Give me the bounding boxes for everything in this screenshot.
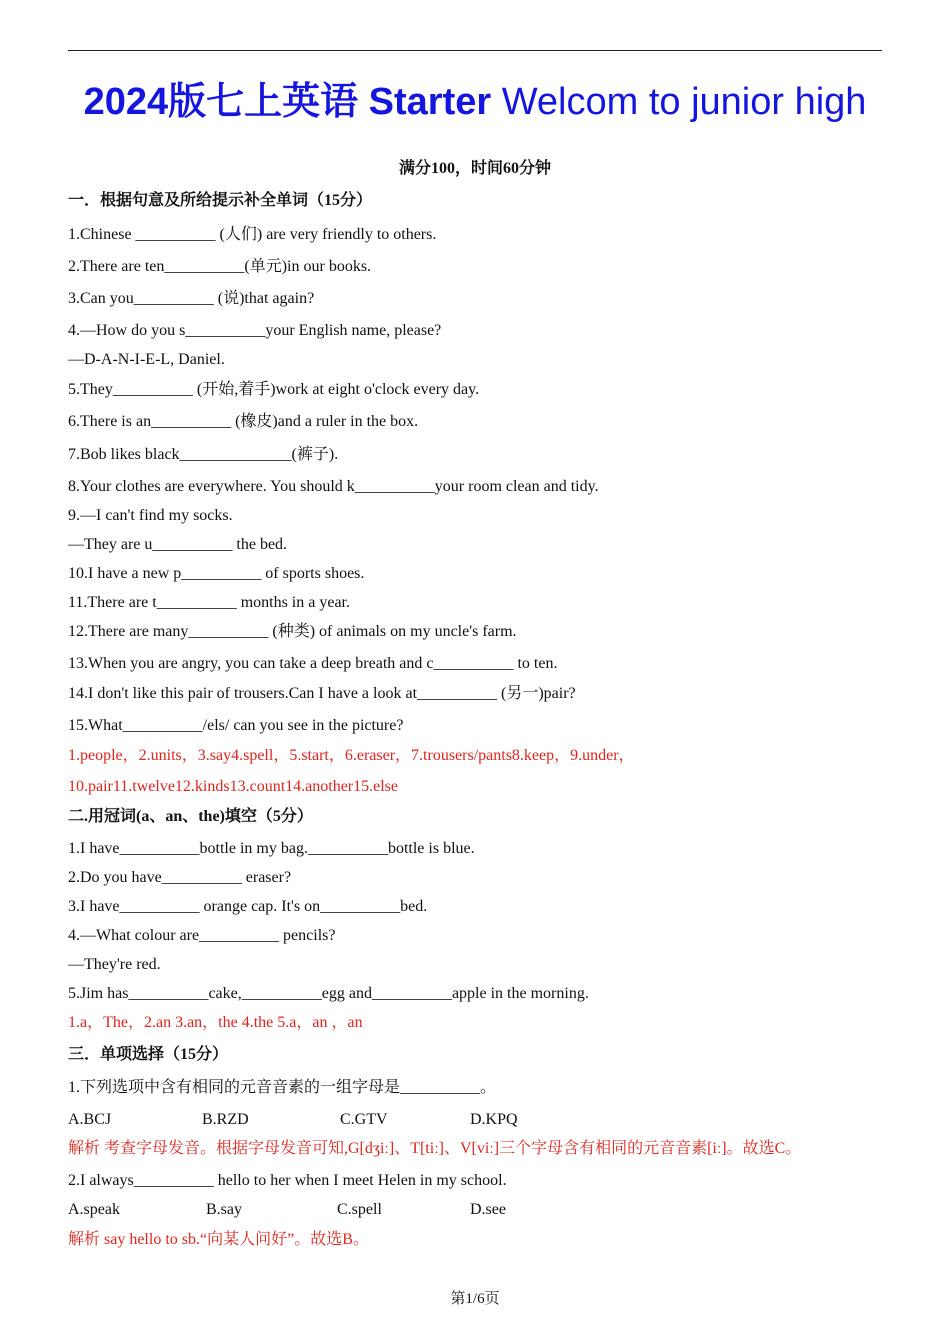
question-1-10: 10.I have a new p__________ of sports shoes. bbox=[68, 565, 365, 582]
question-3-1-explanation: 解析 考查字母发音。根据字母发音可知,G[dʒiː]、T[tiː]、V[viː]三个字母含有相同的元音音素[iː]。故选C。 bbox=[68, 1140, 802, 1157]
section-1-answers-line-2: 10.pair11.twelve12.kinds13.count14.another15.else bbox=[68, 778, 398, 795]
title-rest: Welcom to junior high bbox=[501, 81, 867, 123]
question-1-4-answer-line: —D-A-N-I-E-L, Daniel. bbox=[68, 351, 225, 368]
question-3-1: 1.下列选项中含有相同的元音音素的一组字母是__________。 bbox=[68, 1079, 497, 1096]
question-1-14: 14.I don't like this pair of trousers.Can I have a look at__________ (另一)pair? bbox=[68, 685, 576, 702]
page-title bbox=[0, 78, 950, 126]
section-1-answers-line-1: 1.people，2.units，3.say4.spell，5.start，6.eraser，7.trousers/pants8.keep，9.under， bbox=[68, 747, 635, 764]
question-3-2-option-c: C.spell bbox=[337, 1201, 382, 1218]
section-2-heading: 二.用冠词(a、an、the)填空（5分） bbox=[68, 808, 313, 825]
score-time-note: 满分100，时间60分钟 bbox=[398, 160, 551, 177]
question-3-2-option-d: D.see bbox=[470, 1201, 506, 1218]
question-1-13: 13.When you are angry, you can take a deep breath and c__________ to ten. bbox=[68, 655, 558, 672]
question-1-8: 8.Your clothes are everywhere. You should k__________your room clean and tidy. bbox=[68, 478, 599, 495]
question-3-1-option-c: C.GTV bbox=[340, 1111, 388, 1128]
question-1-4: 4.—How do you s__________your English name, please? bbox=[68, 322, 442, 339]
question-2-1: 1.I have__________bottle in my bag.__________bottle is blue. bbox=[68, 840, 475, 857]
section-2-answers: 1.a，The，2.an 3.an，the 4.the 5.a，an ，an bbox=[68, 1014, 363, 1031]
question-2-4-answer-line: —They're red. bbox=[68, 956, 161, 973]
question-1-9-answer-line: —They are u__________ the bed. bbox=[68, 536, 288, 553]
question-3-1-option-d: D.KPQ bbox=[470, 1111, 518, 1128]
question-3-2-explanation: 解析 say hello to sb.“向某人问好”。故选B。 bbox=[68, 1231, 369, 1248]
question-1-3: 3.Can you__________ (说)that again? bbox=[68, 290, 315, 307]
question-2-5: 5.Jim has__________cake,__________egg and__________apple in the morning. bbox=[68, 985, 589, 1002]
question-3-2: 2.I always__________ hello to her when I meet Helen in my school. bbox=[68, 1172, 507, 1189]
question-2-2: 2.Do you have__________ eraser? bbox=[68, 869, 292, 886]
question-1-12: 12.There are many__________ (种类) of animals on my uncle's farm. bbox=[68, 623, 517, 640]
question-3-2-option-b: B.say bbox=[206, 1201, 242, 1218]
page-number: 第1/6页 bbox=[450, 1291, 500, 1307]
top-rule bbox=[68, 50, 882, 51]
question-1-7: 7.Bob likes black______________(裤子). bbox=[68, 446, 339, 463]
question-1-1: 1.Chinese __________ (人们) are very friendly to others. bbox=[68, 226, 437, 243]
question-3-2-option-a: A.speak bbox=[68, 1201, 120, 1218]
question-1-11: 11.There are t__________ months in a year. bbox=[68, 594, 350, 611]
question-2-3: 3.I have__________ orange cap. It's on__________bed. bbox=[68, 898, 428, 915]
question-1-9: 9.—I can't find my socks. bbox=[68, 507, 233, 524]
question-1-5: 5.They__________ (开始,着手)work at eight o'clock every day. bbox=[68, 381, 480, 398]
title-bold: 2024版七上英语 Starter bbox=[83, 81, 502, 123]
question-1-2: 2.There are ten__________(单元)in our books. bbox=[68, 258, 372, 275]
section-1-heading: 一．根据句意及所给提示补全单词（15分） bbox=[68, 192, 373, 209]
section-3-heading: 三．单项选择（15分） bbox=[68, 1046, 229, 1063]
question-3-1-option-b: B.RZD bbox=[202, 1111, 249, 1128]
question-1-6: 6.There is an__________ (橡皮)and a ruler in the box. bbox=[68, 413, 419, 430]
question-2-4: 4.—What colour are__________ pencils? bbox=[68, 927, 336, 944]
question-1-15: 15.What__________/els/ can you see in the picture? bbox=[68, 717, 404, 734]
question-3-1-option-a: A.BCJ bbox=[68, 1111, 112, 1128]
